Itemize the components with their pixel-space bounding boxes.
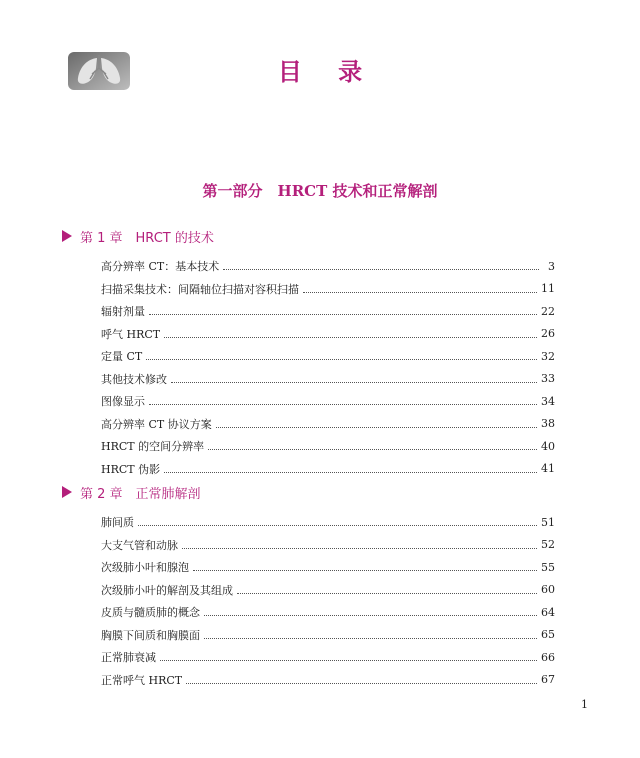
chapter-label: 第 1 章 HRCT 的技术 [80, 230, 214, 246]
entry-title: 定量 CT [101, 350, 143, 364]
entry-title: 次级肺小叶的解剖及其组成 [101, 583, 233, 597]
toc-entry[interactable] [101, 368, 555, 391]
entry-title: HRCT 的空间分辨率 [101, 440, 205, 454]
chapter-1-entries [101, 255, 555, 480]
toc-entry[interactable] [101, 435, 555, 458]
entry-page: 64 [541, 605, 555, 619]
leader-dots [303, 291, 537, 293]
triangle-right-icon [62, 230, 72, 242]
entry-title: 肺间质 [101, 516, 134, 530]
toc-entry[interactable] [101, 390, 555, 413]
leader-dots [164, 336, 537, 338]
leader-dots [208, 448, 537, 450]
entry-page: 67 [541, 673, 555, 687]
entry-title: 次级肺小叶和腺泡 [101, 561, 189, 575]
leader-dots [164, 471, 537, 473]
entry-page: 40 [541, 439, 555, 453]
entry-title: 大支气管和动脉 [101, 538, 178, 552]
entry-page: 55 [541, 560, 555, 574]
entry-title: 图像显示 [101, 395, 145, 409]
entry-page: 66 [541, 650, 555, 664]
toc-entry[interactable] [101, 534, 555, 557]
entry-page: 26 [541, 327, 555, 341]
leader-dots [149, 403, 537, 405]
leader-dots [186, 682, 537, 684]
toc-entry[interactable] [101, 669, 555, 692]
page-title: 目 录 [277, 57, 377, 86]
entry-title: 扫描采集技术：间隔轴位扫描对容积扫描 [101, 282, 299, 296]
entry-title: 正常呼气 HRCT [101, 673, 183, 687]
entry-title: 皮质与髓质肺的概念 [101, 606, 200, 620]
entry-title: 辐射剂量 [101, 305, 145, 319]
entry-page: 60 [541, 583, 555, 597]
leader-dots [193, 569, 537, 571]
entry-page: 32 [541, 349, 555, 363]
toc-entry[interactable] [101, 323, 555, 346]
triangle-right-icon [62, 486, 72, 498]
toc-entry[interactable] [101, 556, 555, 579]
leader-dots [160, 659, 537, 661]
entry-page: 41 [541, 462, 555, 476]
entry-title: 其他技术修改 [101, 372, 167, 386]
entry-title: 高分辨率 CT 协议方案 [101, 417, 212, 431]
toc-entry[interactable] [101, 646, 555, 669]
entry-page: 52 [541, 538, 555, 552]
entry-page: 33 [541, 372, 555, 386]
leader-dots [149, 313, 537, 315]
toc-entry[interactable] [101, 601, 555, 624]
part-title: 第一部分 HRCT 技术和正常解剖 [202, 182, 438, 200]
entry-page: 22 [541, 304, 555, 318]
entry-page: 3 [548, 259, 555, 273]
toc-entry[interactable] [101, 278, 555, 301]
leader-dots [223, 268, 539, 270]
chapter-label: 第 2 章 正常肺解剖 [80, 486, 201, 502]
toc-entry[interactable] [101, 255, 555, 278]
chapter-2-heading[interactable] [62, 482, 201, 502]
leader-dots [204, 614, 537, 616]
toc-entry[interactable] [101, 624, 555, 647]
entry-title: 正常肺衰减 [101, 651, 156, 665]
entry-page: 51 [541, 515, 555, 529]
toc-entry[interactable] [101, 511, 555, 534]
leader-dots [146, 358, 537, 360]
leader-dots [216, 426, 537, 428]
toc-entry[interactable] [101, 300, 555, 323]
toc-entry[interactable] [101, 345, 555, 368]
toc-entry[interactable] [101, 579, 555, 602]
toc-entry[interactable] [101, 458, 555, 481]
entry-page: 11 [541, 282, 555, 296]
entry-title: 高分辨率 CT：基本技术 [101, 260, 220, 274]
entry-page: 38 [541, 417, 555, 431]
chapter-1-heading[interactable] [62, 226, 214, 246]
entry-title: 胸膜下间质和胸膜面 [101, 628, 200, 642]
entry-page: 34 [541, 394, 555, 408]
leader-dots [138, 524, 537, 526]
entry-title: 呼气 HRCT [101, 327, 161, 341]
leader-dots [182, 547, 537, 549]
leader-dots [204, 637, 537, 639]
toc-entry[interactable] [101, 413, 555, 436]
leader-dots [237, 592, 537, 594]
leader-dots [171, 381, 537, 383]
entry-title: HRCT 伪影 [101, 462, 161, 476]
chapter-2-entries [101, 511, 555, 691]
entry-page: 65 [541, 628, 555, 642]
page-number: 1 [581, 698, 588, 711]
